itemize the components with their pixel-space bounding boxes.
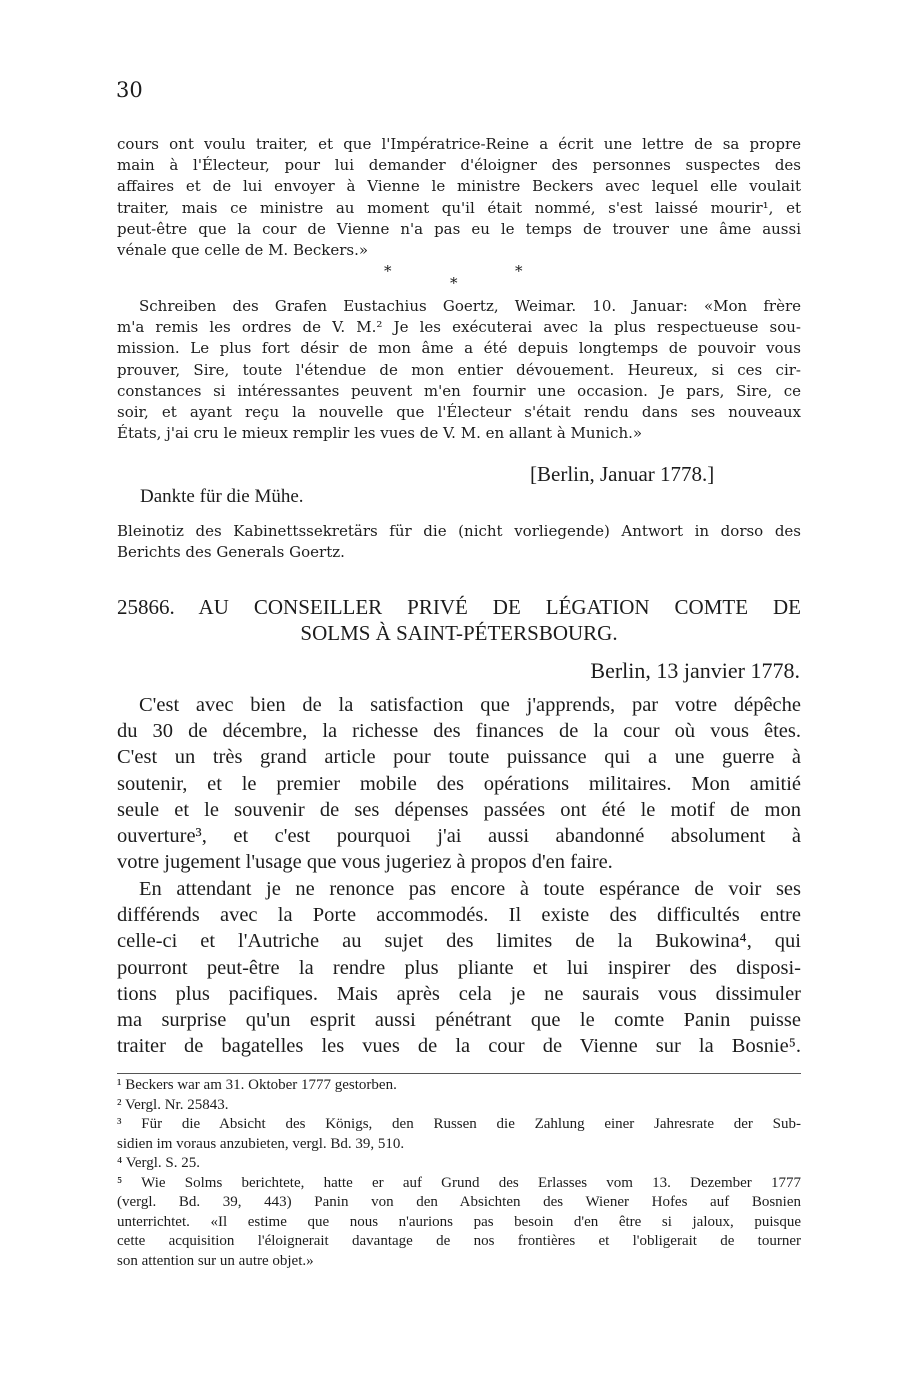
text-line: m'a remis les ordres de V. M.² Je les exécuterai avec la plus respectueuse sou- bbox=[117, 318, 801, 337]
text-line: celle-ci et l'Autriche au sujet des limites de la Bukowina⁴, qui bbox=[117, 930, 801, 953]
place-date: [Berlin, Januar 1778.] bbox=[530, 462, 715, 486]
footnote-5-cont: (vergl. Bd. 39, 443) Panin von den Absichten des Wiener Hofes auf Bosnien bbox=[117, 1194, 801, 1210]
text-line: C'est avec bien de la satisfaction que j'apprends, par votre dépêche bbox=[139, 694, 801, 716]
top-paragraph bbox=[117, 134, 801, 261]
heading-line-2: SOLMS À SAINT-PÉTERSBOURG. bbox=[300, 621, 618, 645]
letter-heading bbox=[117, 594, 801, 646]
text-line: tions plus pacifiques. Mais après cela je ne saurais vous dissimuler bbox=[117, 982, 801, 1005]
text-line: mission. Le plus fort désir de mon âme a été depuis longtemps de pouvoir vous bbox=[117, 339, 801, 358]
text-line: constances si intéressantes peuvent m'en fournir une occasion. Je pars, Sire, ce bbox=[117, 381, 801, 400]
footnote-3-cont: sidien im voraus anzubieten, vergl. Bd. 39, 510. bbox=[117, 1135, 405, 1152]
text-line: votre jugement l'usage que vous jugeriez à propos d'en faire. bbox=[117, 851, 613, 874]
heading-line-1: 25866. AU CONSEILLER PRIVÉ DE LÉGATION COMTE DE bbox=[117, 595, 801, 619]
text-line: prouver, Sire, toute l'étendue de mon entier dévouement. Heureux, si ces cir- bbox=[117, 360, 801, 379]
footnote-4: ⁴ Vergl. S. 25. bbox=[117, 1155, 201, 1171]
footnote-5-cont: son attention sur un autre objet.» bbox=[117, 1252, 314, 1269]
footnote-3: ³ Für die Absicht des Königs, den Russen die Zahlung einer Jahresrate der Sub- bbox=[117, 1116, 801, 1132]
asterisk: * bbox=[515, 262, 523, 280]
asterisk: * bbox=[450, 274, 458, 292]
text-line: peut-être que la cour de Vienne n'a pas eu le temps de trouver une âme aussi bbox=[117, 219, 801, 238]
text-line: traiter, mais ce ministre au moment qu'il était nommé, s'est laissé mourir¹, et bbox=[117, 198, 801, 217]
letter-paragraph-2 bbox=[117, 876, 801, 1059]
page-number: 30 bbox=[116, 78, 143, 102]
text-line: États, j'ai cru le mieux remplir les vues de V. M. en allant à Munich.» bbox=[117, 424, 643, 443]
text-line: ouverture³, et c'est pourquoi j'ai aussi abandonné absolument à bbox=[117, 825, 801, 848]
text-line: ma surprise qu'un esprit aussi pénétrant que le comte Panin puisse bbox=[117, 1009, 801, 1032]
letter-paragraph-1 bbox=[117, 692, 801, 875]
text-line: En attendant je ne renonce pas encore à toute espérance de voir ses bbox=[139, 878, 801, 900]
text-line: soutenir, et le premier mobile des opérations militaires. Mon amitié bbox=[117, 772, 801, 795]
text-line: pourront peut-être la rendre plus pliante et lui inspirer des disposi- bbox=[117, 956, 801, 979]
text-line: traiter de bagatelles les vues de la cour de Vienne sur la Bosnie⁵. bbox=[117, 1035, 801, 1058]
text-line: Berichts des Generals Goertz. bbox=[117, 543, 345, 562]
text-line: seule et le souvenir de ses dépenses passées ont été le motif de mon bbox=[117, 798, 801, 821]
text-line: C'est un très grand article pour toute puissance qui a une guerre à bbox=[117, 746, 801, 769]
footnote-rule bbox=[117, 1073, 801, 1074]
dankte-note: Dankte für die Mühe. bbox=[140, 486, 304, 507]
text-line: main à l'Électeur, pour lui demander d'éloigner des personnes suspectes des bbox=[117, 156, 801, 175]
text-line: différends avec la Porte accommodés. Il existe des difficultés entre bbox=[117, 904, 801, 927]
footnote-5-cont: unterrichtet. «Il estime que nous n'aurions pas besoin d'en être si jaloux, puisque bbox=[117, 1213, 801, 1230]
footnote-5-cont: cette acquisition l'éloignerait davantage de nos frontières et l'obligerait de tourner bbox=[117, 1233, 801, 1249]
bleinotiz bbox=[117, 521, 801, 563]
footnote-2: ² Vergl. Nr. 25843. bbox=[117, 1096, 229, 1113]
asterisk: * bbox=[384, 262, 392, 280]
goertz-paragraph bbox=[117, 296, 801, 444]
text-line: Schreiben des Grafen Eustachius Goertz, Weimar. 10. Januar: «Mon frère bbox=[139, 297, 801, 315]
footnote-1: ¹ Beckers war am 31. Oktober 1777 gestorben. bbox=[117, 1077, 397, 1093]
footnotes bbox=[117, 1076, 801, 1271]
text-line: cours ont voulu traiter, et que l'Impératrice-Reine a écrit une lettre de sa propre bbox=[117, 135, 801, 153]
footnote-5: ⁵ Wie Solms berichtete, hatte er auf Grund des Erlasses vom 13. Dezember 1777 bbox=[117, 1174, 801, 1191]
text-line: soir, et ayant reçu la nouvelle que l'Électeur s'était rendu dans ses nouveaux bbox=[117, 403, 801, 422]
letter-dateline: Berlin, 13 janvier 1778. bbox=[590, 658, 800, 683]
text-line: affaires et de lui envoyer à Vienne le ministre Beckers avec lequel elle voulait bbox=[117, 177, 801, 196]
text-line: Bleinotiz des Kabinettssekretärs für die (nicht vorliegende) Antwort in dorso des bbox=[117, 522, 801, 540]
text-line: du 30 de décembre, la richesse des finances de la cour où vous êtes. bbox=[117, 720, 801, 743]
text-line: vénale que celle de M. Beckers.» bbox=[117, 241, 369, 260]
